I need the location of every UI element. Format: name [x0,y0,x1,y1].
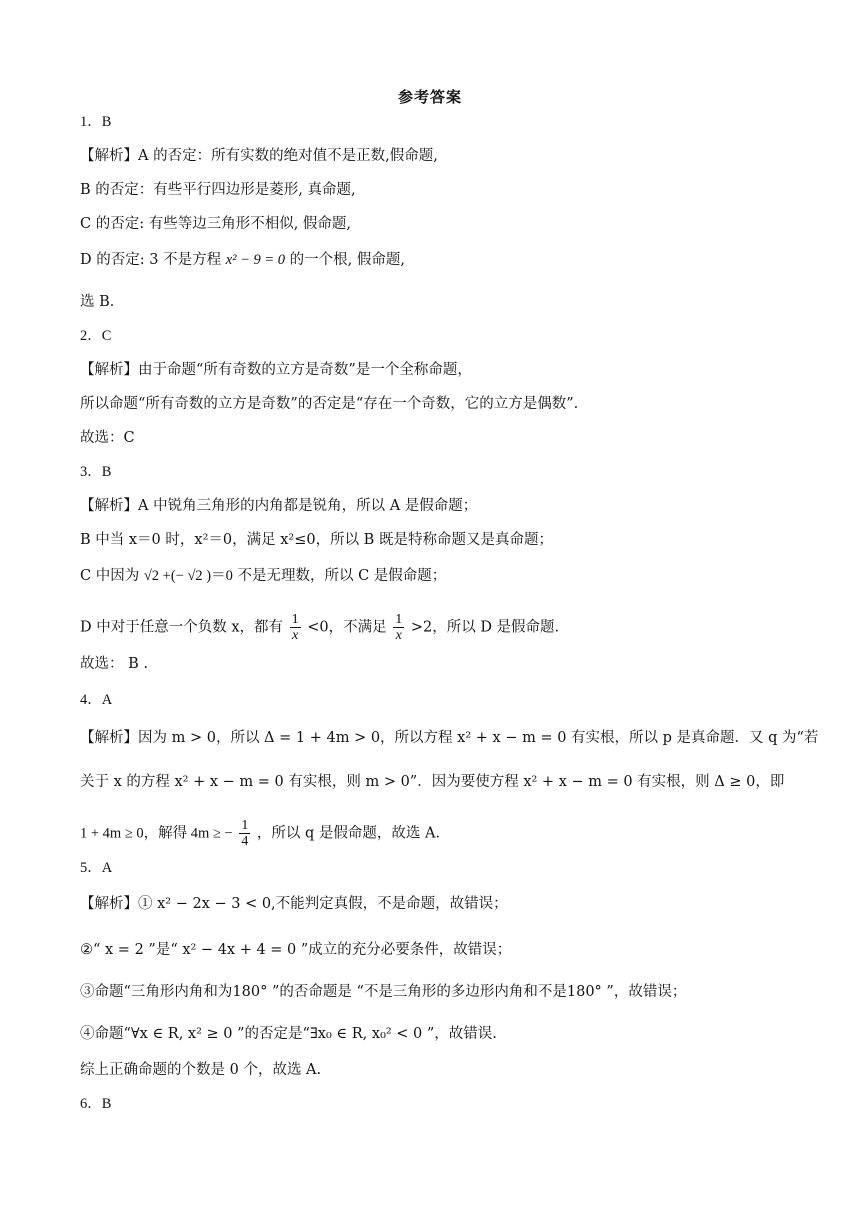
q3-line-4-text-a: D 中对于任意一个负数 x，都有 [80,619,284,636]
q3-line-3 [80,566,446,586]
q4-line-1: 【解析】因为 m > 0，所以 Δ = 1 + 4m > 0，所以方程 x² + x − m = 0 有实根，所以 p 是真命题．又 q 为“若 [80,730,819,746]
q1-equation: x² − 9 = 0 [225,252,286,268]
q3-conclusion: 故选： B . [80,656,148,672]
q3-line-3-text-b: 不是无理数，所以 C 是假命题； [237,568,447,584]
q5-line-3: ③命题“三角形内角和为180° ”的否命题是 “不是三角形的多边形内角和不是180° ”，故错误； [80,984,687,1000]
q3-line-4-text-c: >2，所以 D 是假命题. [410,619,560,636]
q3-fraction-1 [290,612,301,643]
q3-fraction-2 [393,612,404,643]
q1-line-3: C 的否定: 有些等边三角形不相似, 假命题, [80,216,352,232]
q3-fraction-1-denominator: x [292,628,299,643]
q1-line-4-text-a: D 的否定: 3 不是方程 [80,252,222,268]
page-title: 参考答案 [397,88,462,106]
q1-line-2: B 的否定：有些平行四边形是菱形, 真命题, [80,182,356,198]
q5-line-1: 【解析】① x² − 2x − 3 < 0,不能判定真假，不是命题，故错误； [80,896,508,912]
q4-fraction [239,818,250,849]
q2-conclusion: 故选：C [80,430,135,446]
q2-line-1: 【解析】由于命题“所有奇数的立方是奇数”是一个全称命题， [80,362,472,378]
q3-answer: 3．B [80,464,112,480]
q3-line-1: 【解析】A 中锐角三角形的内角都是锐角，所以 A 是假命题； [80,498,478,514]
q5-line-2: ②“ x = 2 ”是“ x² − 4x + 4 = 0 ”成立的充分必要条件，故错误； [80,942,512,958]
q6-answer: 6．B [80,1096,112,1112]
q5-conclusion: 综上正确命题的个数是 0 个，故选 A. [80,1062,322,1078]
q5-answer: 5．A [80,860,113,876]
q3-fraction-1-numerator: 1 [291,612,299,627]
q3-fraction-2-denominator: x [395,628,402,643]
q3-line-3-text-a: C 中因为 [80,568,140,584]
q3-fraction-2-numerator: 1 [395,612,403,627]
q4-fraction-denominator: 4 [241,834,249,849]
q1-line-4 [80,250,405,270]
q1-conclusion: 选 B． [80,294,125,310]
q4-line-3-text-b: ，所以 q 是假命题，故选 A． [256,825,451,842]
q1-line-4-text-b: 的一个根, 假命题, [289,252,405,268]
q2-line-2: 所以命题“所有奇数的立方是奇数”的否定是“存在一个奇数，它的立方是偶数”. [80,396,579,412]
q3-sqrt-expression: √2 +(− √2 )＝0 [143,568,233,584]
q5-line-4: ④命题“∀x ∈ R, x² ≥ 0 ”的否定是“∃x₀ ∈ R, x₀² < 0 ”，故错误. [80,1026,497,1042]
q3-line-4 [80,612,559,643]
q4-answer: 4．A [80,692,113,708]
q1-line-1: 【解析】A 的否定：所有实数的绝对值不是正数,假命题, [80,148,438,164]
q3-line-2: B 中当 x＝0 时，x²＝0，满足 x²≤0，所以 B 既是特称命题又是真命题； [80,532,553,548]
q4-fraction-numerator: 1 [241,818,249,833]
q4-line-3-text-a: 1 + 4m ≥ 0，解得 4m ≥ − [80,825,233,842]
q4-line-2: 关于 x 的方程 x² + x − m = 0 有实根，则 m > 0”．因为要使方程 x² + x − m = 0 有实根，则 Δ ≥ 0，即 [80,774,785,790]
q3-line-4-text-b: <0，不满足 [307,619,387,636]
q1-answer: 1．B [80,114,112,130]
q2-answer: 2．C [80,328,112,344]
q4-line-3 [80,818,450,849]
